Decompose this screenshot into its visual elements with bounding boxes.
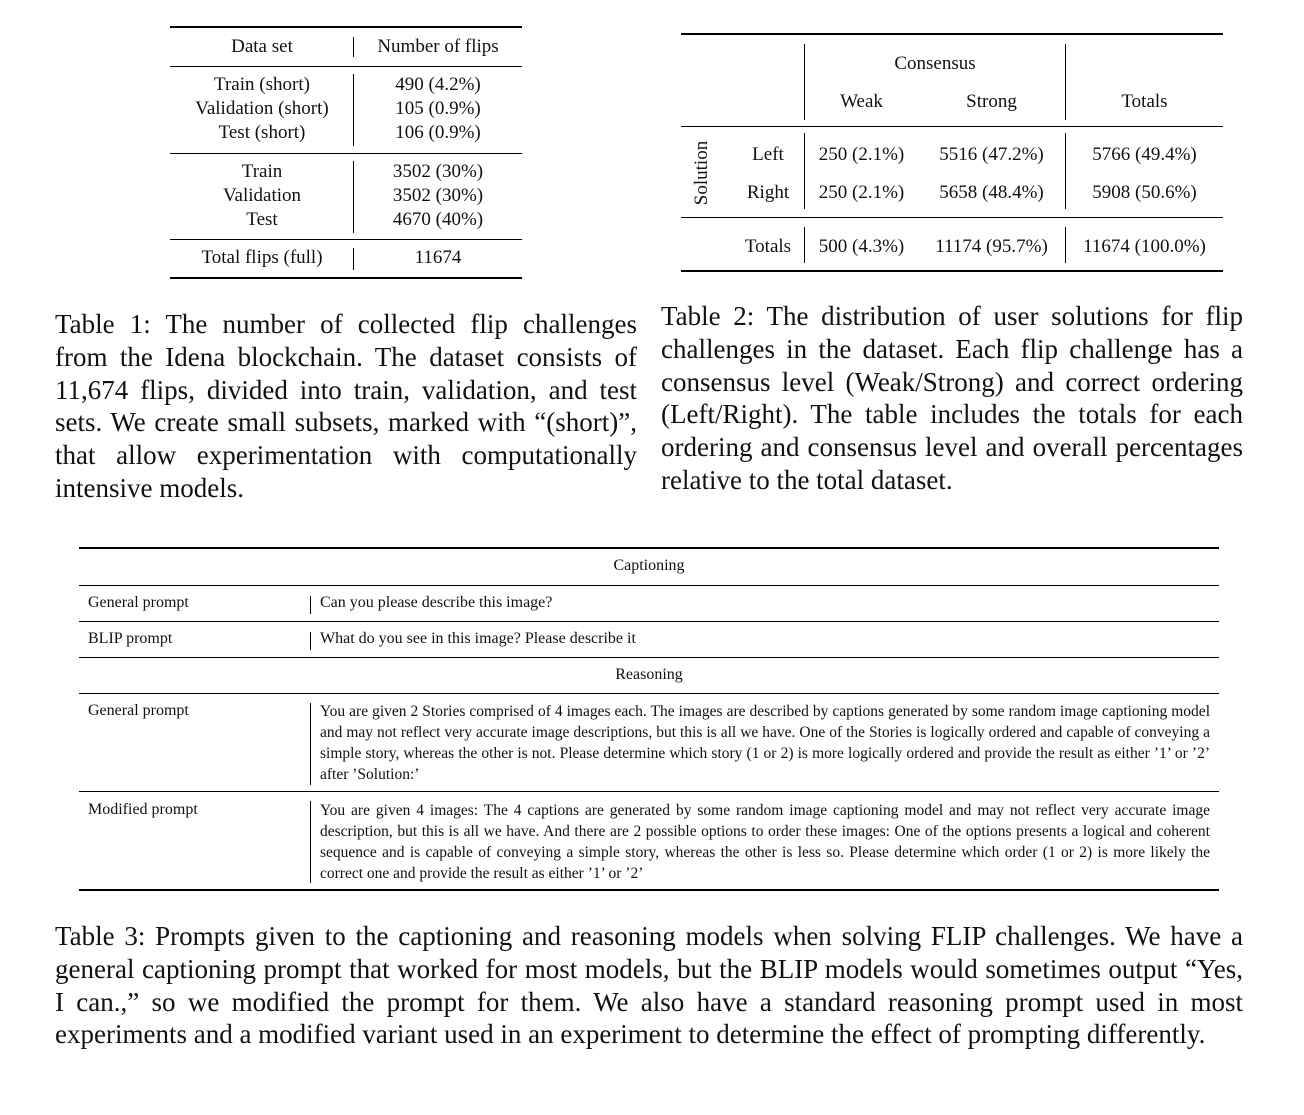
table3-row-label: General prompt (88, 702, 189, 719)
table3-row-label: Modified prompt (88, 801, 198, 818)
table2-header-rule (681, 126, 1223, 127)
table3-bottom-rule (79, 889, 1219, 891)
table2-total-cell: 11674 (100.0%) (1083, 236, 1206, 257)
table1-cell: 11674 (414, 247, 462, 268)
table1-header-rule (170, 66, 522, 67)
table1-divider (353, 37, 354, 57)
table1-cell: 4670 (40%) (392, 209, 484, 230)
table1-cell: Validation (222, 185, 302, 206)
table1-header-dataset: Data set (231, 36, 293, 57)
table3-divider (310, 632, 311, 650)
table2-totals-rule (681, 217, 1223, 218)
table2-consensus-header: Consensus (894, 53, 976, 74)
table3-caption: Table 3: Prompts given to the captioning and reasoning models when solving FLIP challenges. We have a general captioning prompt that worked for most models, but the BLIP models would sometimes output “Yes, I can.,” so we modified the prompt for them. We also have a standard reasoning prompt used in most experiments and a modified variant used in an experiment to determine the effect of prompting differently. (55, 921, 1243, 1050)
table1-caption: Table 1: The number of collected flip challenges from the Idena blockchain. The dataset consists of 11,674 flips, divided into train, validation, and test sets. We create small subsets, marked with “(short)”, that allow experimentation with computationally intensive models. (55, 309, 637, 503)
table3-rule (79, 693, 1219, 694)
table1-divider (353, 248, 354, 270)
table3-prompt: What do you see in this image? Please describe it (320, 630, 636, 647)
table1-group-rule (170, 239, 522, 240)
table3-rule (79, 621, 1219, 622)
table2-cell: 250 (2.1%) (818, 144, 905, 165)
table1-cell: 106 (0.9%) (395, 122, 481, 143)
table2-totals-header: Totals (1121, 91, 1168, 112)
table1-cell: 490 (4.2%) (395, 74, 481, 95)
table3-reasoning-header: Reasoning (615, 666, 683, 683)
table1-cell: Test (short) (218, 122, 306, 143)
table1-cell: 3502 (30%) (392, 161, 484, 182)
table1-cell: Test (246, 209, 278, 230)
table3-rule (79, 791, 1219, 792)
table3-rule (79, 657, 1219, 658)
table3-divider (310, 801, 311, 883)
table2-cell: 5516 (47.2%) (939, 144, 1044, 165)
table2-cell: 250 (2.1%) (818, 182, 905, 203)
table2-bottom-rule (681, 270, 1223, 272)
table3-prompt: Can you please describe this image? (320, 594, 553, 611)
table2-cell: 5766 (49.4%) (1092, 144, 1197, 165)
table1-cell: 3502 (30%) (392, 185, 484, 206)
table1-divider (353, 74, 354, 146)
table3-prompt: You are given 4 images: The 4 captions are generated by some random image captioning model and may not reflect very accurate image description, but this is all we have. And there are 2 possible options to order these images: One of the options presents a logical and coherent sequence and is capable of conveying a simple story, whereas the other is less so. Please determine which order (1 or 2) is more likely the correct one and provide the result as either ’1’ or ’2’ (320, 802, 1210, 882)
table1-cell: Train (241, 161, 283, 182)
table2-row-label: Left (752, 144, 784, 165)
table3-top-rule (79, 547, 1219, 549)
table2-solution-label: Solution (691, 140, 712, 206)
table3-row-label: General prompt (88, 594, 189, 611)
table2-totals-label: Totals (744, 236, 792, 257)
table1-divider (353, 161, 354, 233)
table1-bottom-rule (170, 277, 522, 279)
table2-top-rule (681, 33, 1223, 35)
table2-cell: 5658 (48.4%) (939, 182, 1044, 203)
table1-cell: 105 (0.9%) (395, 98, 481, 119)
table3-prompt: You are given 2 Stories comprised of 4 images each. The images are described by captions generated by some random image captioning model and may not reflect very accurate image descriptions, but this is all we have. One of the Stories is logically ordered and capable of conveying a simple story, whereas the other is not. Please determine which story (1 or 2) is more logically ordered and provide the result as either ’1’ or ’2’ after ’Solution:’ (320, 703, 1210, 783)
table2-cell: 5908 (50.6%) (1092, 182, 1197, 203)
table2-caption: Table 2: The distribution of user solutions for flip challenges in the dataset. Each flip challenge has a consensus level (Weak/Strong) and correct ordering (Left/Right). The table includes the totals for each ordering and consensus level and overall percentages relative to the total dataset. (661, 301, 1243, 495)
table1-header-flips: Number of flips (377, 36, 499, 57)
table1-cell: Train (short) (214, 74, 310, 95)
table2-total-cell: 500 (4.3%) (818, 236, 905, 257)
table1-top-rule (170, 26, 522, 28)
table1-group-rule (170, 153, 522, 154)
table3-row-label: BLIP prompt (88, 630, 173, 647)
table2-weak-header: Weak (840, 91, 883, 112)
table2-total-cell: 11174 (95.7%) (935, 236, 1048, 257)
table1-cell: Total flips (full) (201, 247, 323, 268)
table3-divider (310, 703, 311, 785)
table3-rule (79, 585, 1219, 586)
table2-strong-header: Strong (966, 91, 1017, 112)
table2-row-label: Right (746, 182, 790, 203)
table3-captioning-header: Captioning (613, 557, 685, 574)
table1-cell: Validation (short) (195, 98, 329, 119)
table3-divider (310, 596, 311, 614)
